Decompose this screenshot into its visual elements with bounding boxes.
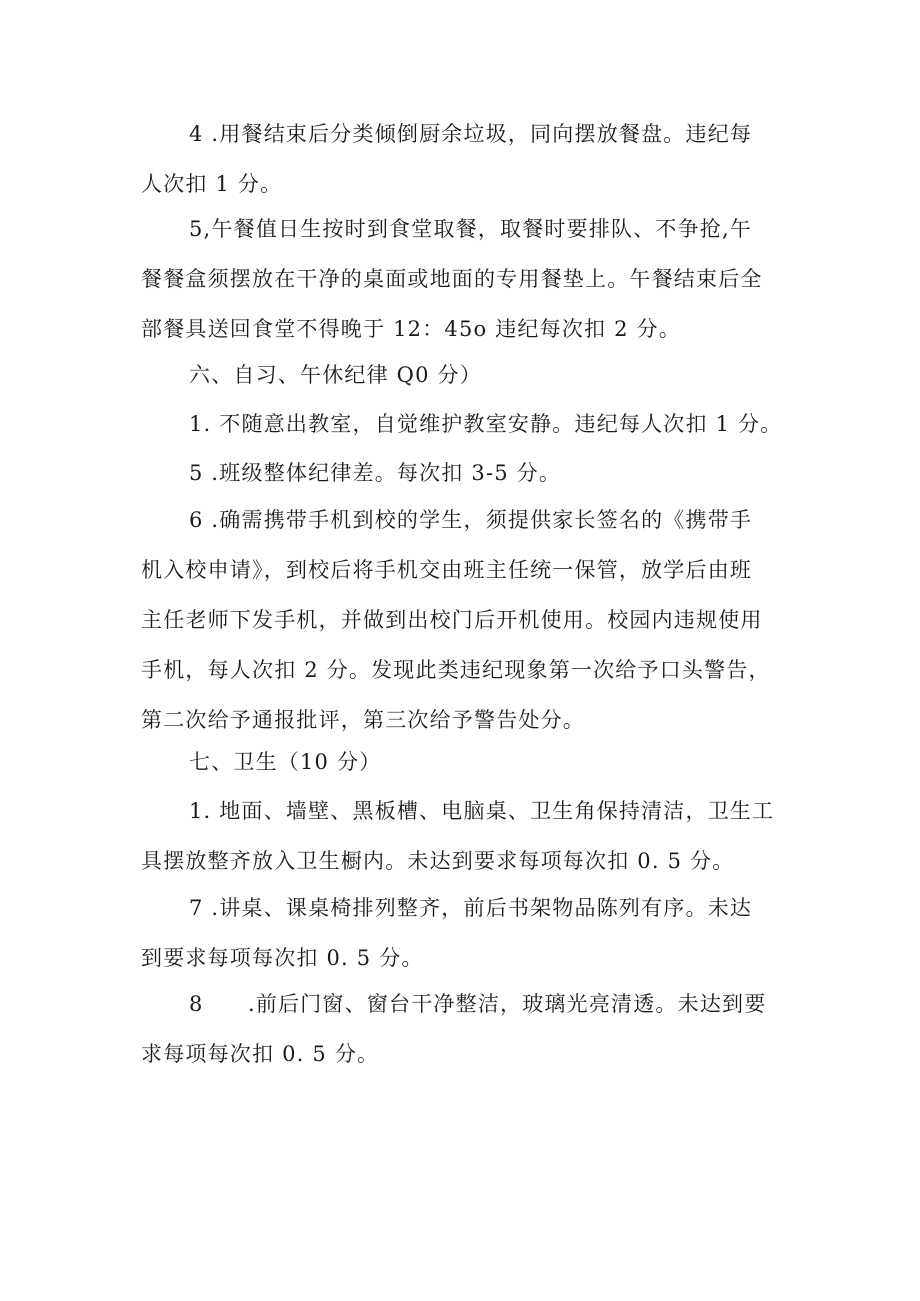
text-line: 1. 不随意出教室，自觉维护教室安静。违纪每人次扣 1 分。 — [189, 412, 783, 436]
paragraph-item-7-7 — [141, 883, 801, 983]
text-line: 七、卫生（10 分） — [189, 750, 382, 774]
text-line: 8 .前后门窗、窗台干净整洁，玻璃光亮清透。未达到要 — [189, 992, 767, 1016]
text-line: 手机，每人次扣 2 分。发现此类违纪现象第一次给予口头警告， — [141, 658, 771, 682]
text-line: 到要求每项每次扣 0. 5 分。 — [141, 946, 424, 970]
text-line: 机入校申请》，到校后将手机交由班主任统一保管，放学后由班 — [141, 558, 753, 582]
text-line: 具摆放整齐放入卫生橱内。未达到要求每项每次扣 0. 5 分。 — [141, 849, 735, 873]
text-line: 求每项每次扣 0. 5 分。 — [141, 1042, 380, 1066]
text-line: 4 .用餐结束后分类倾倒厨余垃圾，同向摆放餐盘。违纪每 — [189, 122, 753, 146]
text-line: 6 .确需携带手机到校的学生，须提供家长签名的《携带手 — [189, 508, 753, 532]
text-line: 主任老师下发手机，并做到出校门后开机使用。校园内违规使用 — [141, 608, 763, 632]
text-line: 餐餐盒须摆放在干净的桌面或地面的专用餐垫上。午餐结束后全 — [141, 267, 763, 291]
paragraph-item-6-1 — [141, 399, 801, 449]
section-heading-self-study — [141, 350, 801, 400]
paragraph-item-7-8 — [141, 979, 801, 1079]
paragraph-item-6-6-phone — [141, 495, 801, 745]
paragraph-item-4-meal — [141, 109, 801, 209]
text-line: 人次扣 1 分。 — [141, 172, 283, 196]
text-line: 1. 地面、墙壁、黑板槽、电脑桌、卫生角保持清洁，卫生工 — [189, 799, 775, 823]
paragraph-item-5-lunch-duty — [141, 204, 801, 354]
text-line: 部餐具送回食堂不得晚于 12：45o 违纪每次扣 2 分。 — [141, 317, 681, 341]
text-line: 5,午餐值日生按时到食堂取餐，取餐时要排队、不争抢,午 — [189, 217, 753, 241]
text-line: 第二次给予通报批评，第三次给予警告处分。 — [141, 708, 585, 732]
text-line: 六、自习、午休纪律 Q0 分） — [189, 363, 482, 387]
text-line: 5 .班级整体纪律差。每次扣 3-5 分。 — [189, 461, 562, 485]
section-heading-hygiene — [141, 737, 801, 787]
paragraph-item-7-1 — [141, 786, 801, 886]
text-line: 7 .讲桌、课桌椅排列整齐，前后书架物品陈列有序。未达 — [189, 896, 753, 920]
paragraph-item-6-5 — [141, 448, 801, 498]
